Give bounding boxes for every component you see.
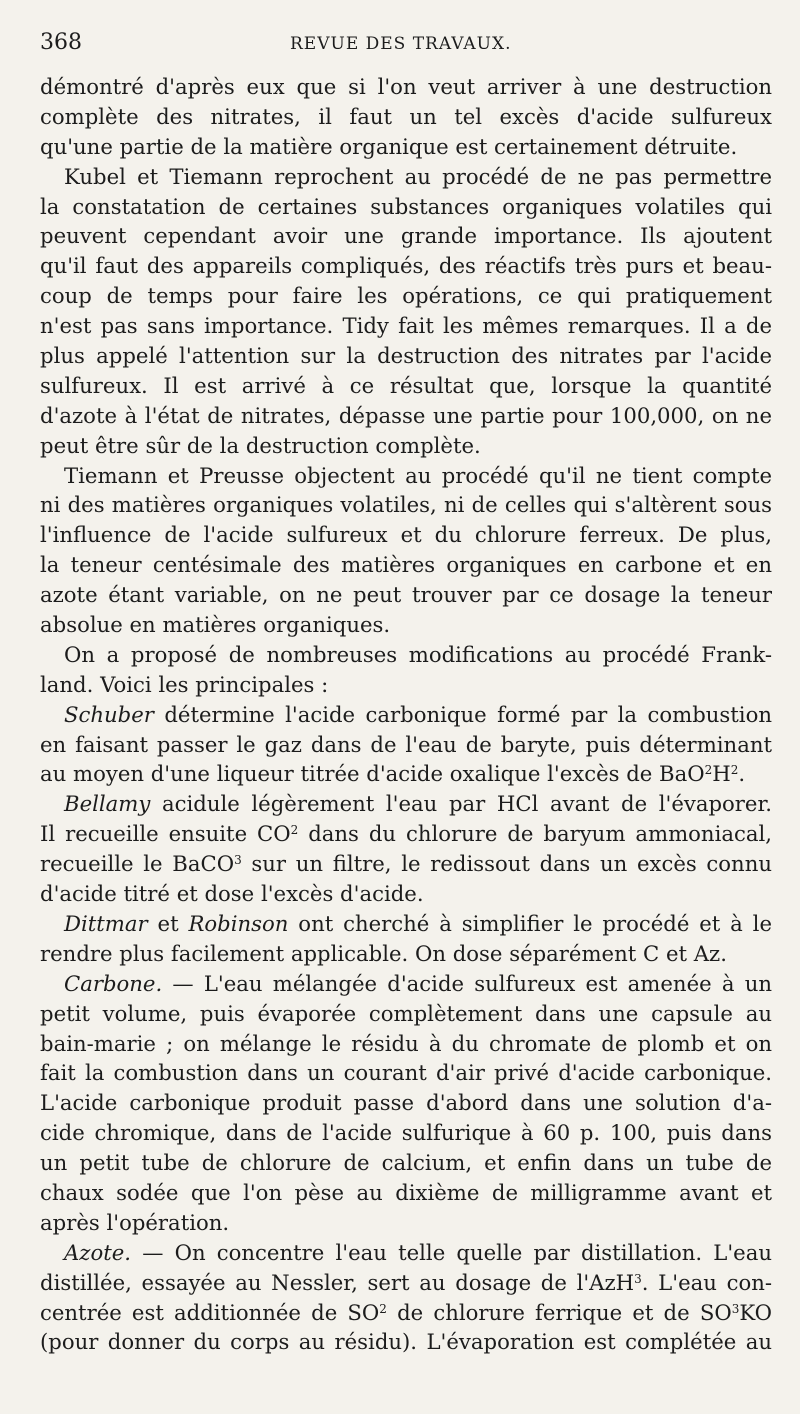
text-line: petit volume, puis évaporée complètement dans une capsule au [40,1000,772,1026]
text-line: Tiemann et Preusse objectent au procédé qu'il ne tient compte [64,462,772,488]
text-line: en faisant passer le gaz dans de l'eau de baryte, puis déterminant [40,731,772,757]
text-line: recueille le BaCO$^3$ sur un filtre, le redissout dans un excès connu [40,851,772,877]
text-line: au moyen d'une liqueur titrée d'acide oxalique l'excès de $BaO^2H^2$. [40,761,746,787]
text-line: l'influence de l'acide sulfureux et du chlorure ferreux. De plus, [40,522,772,548]
text-line: qu'une partie de la matière organique est certainement détruite. [40,133,738,159]
text-line: sulfureux. Il est arrivé à ce résultat que, lorsque la quantité [40,372,772,398]
page-number: 368 [40,30,82,55]
text-line: Schuber détermine l'acide carbonique formé par la combustion [64,701,772,727]
text-line: coup de temps pour faire les opérations, ce qui pratiquement [40,283,772,309]
text-line: centrée est additionnée de $SO^2$ de chlorure ferrique et de $SO^3KO$ [40,1299,772,1325]
text-line: la teneur centésimale des matières organiques en carbone et en [40,552,772,578]
body-text [40,72,772,1357]
text-line: Carbone. — L'eau mélangée d'acide sulfureux est amenée à un [64,970,772,996]
text-line: absolue en matières organiques. [40,612,391,638]
text-line: (pour donner du corps au résidu). L'évaporation est complétée au [40,1329,772,1355]
running-head: REVUE DES TRAVAUX. [290,34,512,54]
text-line: Bellamy acidule légèrement l'eau par HCl avant de l'évaporer. [64,791,772,817]
text-line: complète des nitrates, il faut un tel excès d'acide sulfureux [40,103,772,129]
text-line: L'acide carbonique produit passe d'abord dans une solution d'a- [40,1090,772,1116]
text-line: Kubel et Tiemann reprochent au procédé de ne pas permettre [64,163,772,189]
text-line: après l'opération. [40,1209,230,1235]
text-line: Dittmar et Robinson ont cherché à simplifier le procédé et à le [64,910,772,936]
text-line: Il recueille ensuite $CO^2$ dans du chlorure de baryum ammoniacal, [40,821,772,847]
text-line: la constatation de certaines substances organiques volatiles qui [40,193,772,219]
text-line: Azote. — On concentre l'eau telle quelle par distillation. L'eau [64,1239,772,1265]
text-line: cide chromique, dans de l'acide sulfurique à 60 p. 100, puis dans [40,1120,772,1146]
text-line: peuvent cependant avoir une grande importance. Ils ajoutent [40,223,772,249]
page-header [40,30,772,62]
text-line: azote étant variable, on ne peut trouver par ce dosage la teneur [40,582,772,608]
text-line: On a proposé de nombreuses modifications au procédé Frank- [64,641,772,667]
text-line: d'azote à l'état de nitrates, dépasse une partie pour 100,000, on ne [40,402,772,428]
text-line: d'acide titré et dose l'excès d'acide. [40,881,424,907]
text-line: ni des matières organiques volatiles, ni de celles qui s'altèrent sous [40,492,772,518]
text-line: un petit tube de chlorure de calcium, et enfin dans un tube de [40,1150,772,1176]
text-line: rendre plus facilement applicable. On dose séparément C et Az. [40,940,727,966]
text-line: bain-marie ; on mélange le résidu à du chromate de plomb et on [40,1030,772,1056]
text-line: n'est pas sans importance. Tidy fait les mêmes remarques. Il a de [40,313,772,339]
text-line: démontré d'après eux que si l'on veut arriver à une destruction [40,74,772,99]
text-line: chaux sodée que l'on pèse au dixième de milligramme avant et [40,1179,772,1205]
text-line: fait la combustion dans un courant d'air privé d'acide carbonique. [40,1060,772,1086]
text-line: distillée, essayée au Nessler, sert au dosage de l'AzH$^3$. L'eau con- [40,1269,772,1295]
text-line: qu'il faut des appareils compliqués, des réactifs très purs et beau- [40,253,772,279]
text-line: land. Voici les principales : [40,671,329,697]
text-line: plus appelé l'attention sur la destruction des nitrates par l'acide [40,343,772,369]
text-line: peut être sûr de la destruction complète. [40,432,481,458]
